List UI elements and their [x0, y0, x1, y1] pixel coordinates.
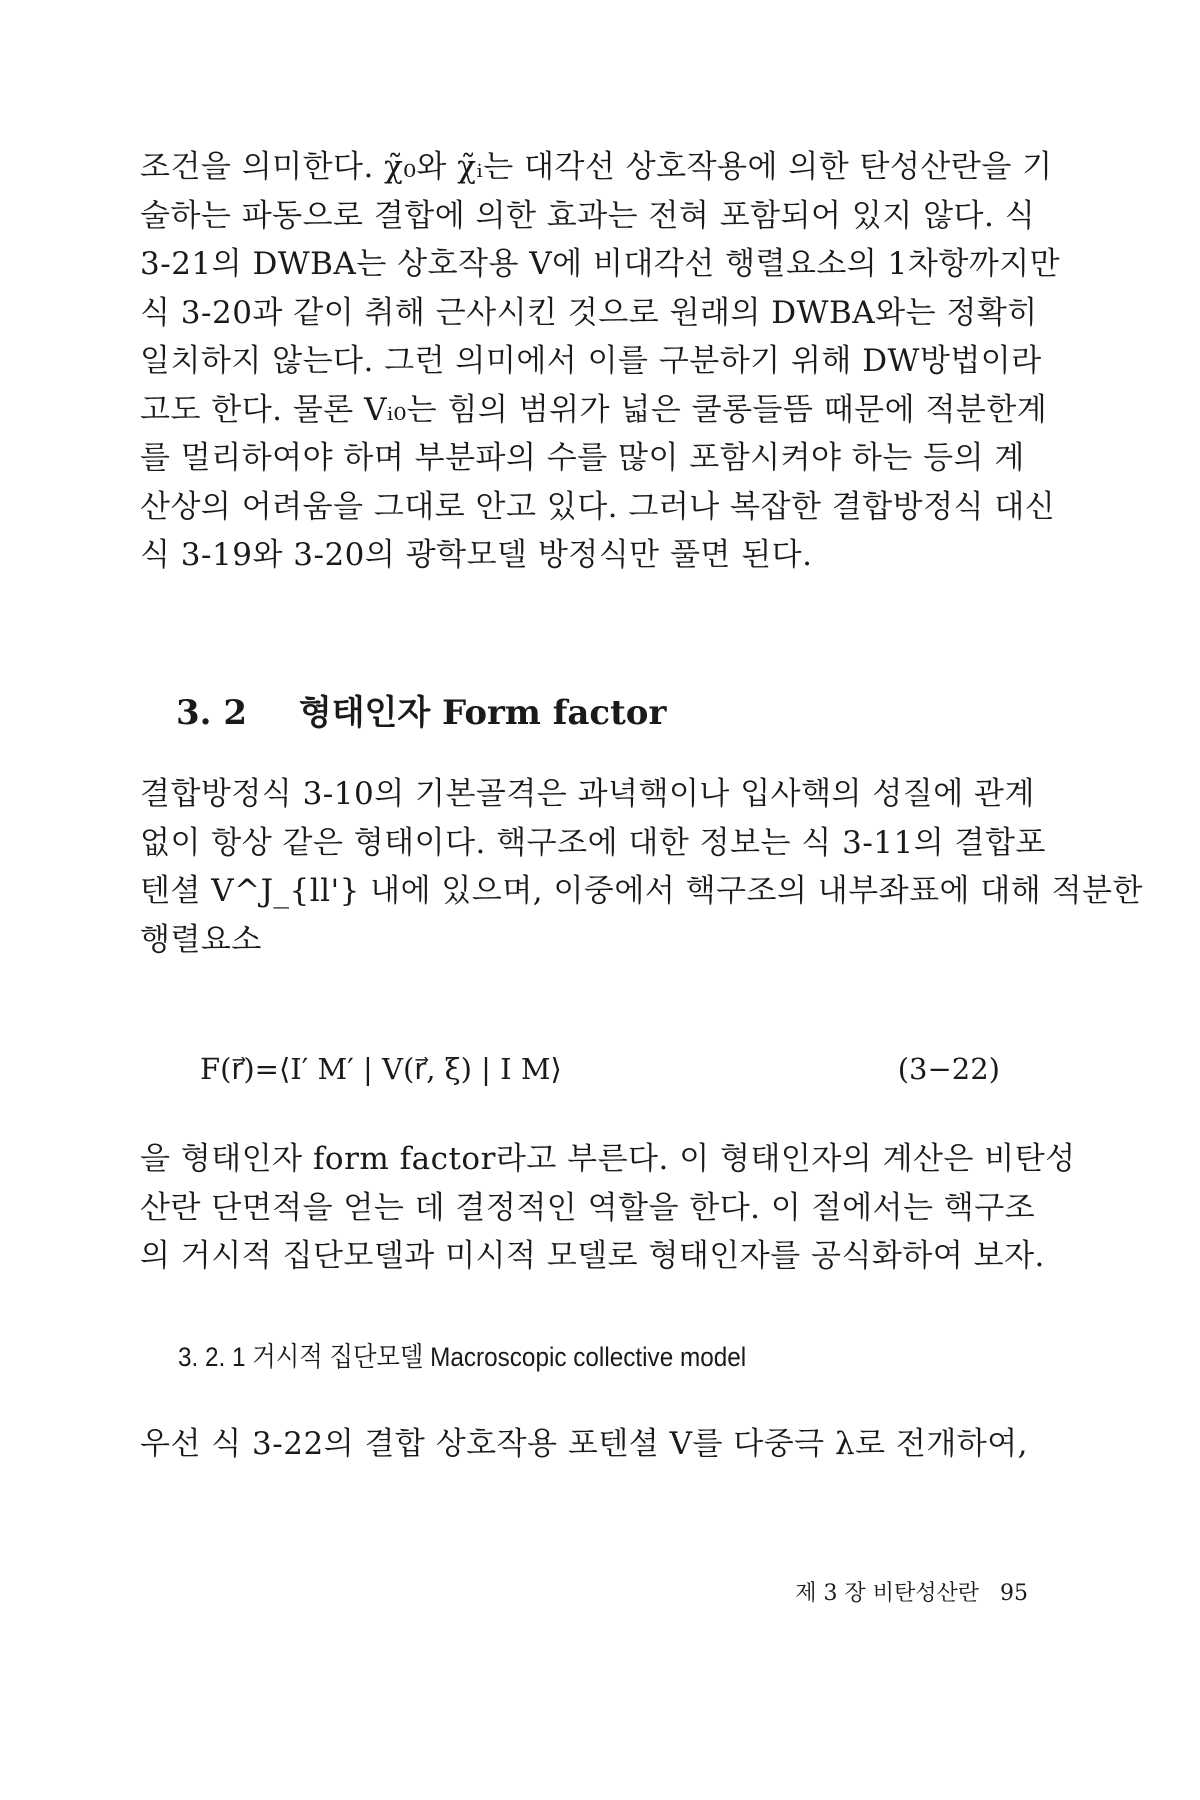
paragraph-form-factor: [140, 1135, 1076, 1281]
chapter-title: 제 3 장 비탄성산란: [795, 1581, 979, 1606]
text-line: 3-21의 DWBA는 상호작용 V에 비대각선 행렬요소의 1차항까지만: [140, 246, 1061, 282]
text-line: 조건을 의미한다. χ̃₀와 χ̃ᵢ는 대각선 상호작용에 의한 탄성산란을 기: [140, 149, 1053, 185]
paragraph-dw-method: [140, 143, 1061, 580]
text-line: 산란 단면적을 얻는 데 결정적인 역할을 한다. 이 절에서는 핵구조: [140, 1189, 1036, 1226]
text-line: 을 형태인자 form factor라고 부른다. 이 형태인자의 계산은 비탄성: [140, 1141, 1076, 1177]
section-number: 3. 2: [176, 693, 247, 733]
section-title: 형태인자 Form factor: [298, 693, 667, 733]
text-line: 식 3-19와 3-20의 광학모델 방정식만 풀면 된다.: [140, 537, 813, 573]
equation-number: (3−22): [897, 1052, 1000, 1086]
page-number: 95: [1000, 1581, 1028, 1606]
page-footer: [795, 1576, 1028, 1607]
text-line: 식 3-20과 같이 취해 근사시킨 것으로 원래의 DWBA와는 정확히: [140, 294, 1038, 331]
text-line: 를 멀리하여야 하며 부분파의 수를 많이 포함시켜야 하는 등의 계: [140, 440, 1025, 476]
equation-body: F(r⃗)=⟨I′ M′ | V(r⃗, ξ) | I M⟩: [200, 1052, 562, 1086]
text-line: 산상의 어려움을 그대로 안고 있다. 그러나 복잡한 결합방정식 대신: [140, 488, 1056, 525]
text-line: 우선 식 3-22의 결합 상호작용 포텐셜 V를 다중극 λ로 전개하여,: [140, 1426, 1029, 1462]
subsection-heading: 3. 2. 1 거시적 집단모델 Macroscopic collective model: [178, 1342, 747, 1372]
paragraph-multipole-expansion: [140, 1420, 1029, 1469]
section-heading: [176, 685, 666, 734]
paragraph-coupling-equations: [140, 770, 1143, 964]
text-line: 없이 항상 같은 형태이다. 핵구조에 대한 정보는 식 3-11의 결합포: [140, 824, 1046, 861]
text-line: 텐셜 V^J_{ll'} 내에 있으며, 이중에서 핵구조의 내부좌표에 대해 적분한: [140, 873, 1143, 909]
equation-3-22: [200, 1045, 1020, 1093]
text-line: 결합방정식 3-10의 기본골격은 과녁핵이나 입사핵의 성질에 관계: [140, 776, 1035, 812]
text-line: 술하는 파동으로 결합에 의한 효과는 전혀 포함되어 있지 않다. 식: [140, 197, 1036, 234]
text-line: 일치하지 않는다. 그런 의미에서 이를 구분하기 위해 DW방법이라: [140, 343, 1042, 379]
text-line: 의 거시적 집단모델과 미시적 모델로 형태인자를 공식화하여 보자.: [140, 1238, 1045, 1274]
text-line: 행렬요소: [140, 921, 262, 958]
text-line: 고도 한다. 물론 Vᵢ₀는 힘의 범위가 넓은 쿨롱들뜸 때문에 적분한계: [140, 391, 1048, 428]
